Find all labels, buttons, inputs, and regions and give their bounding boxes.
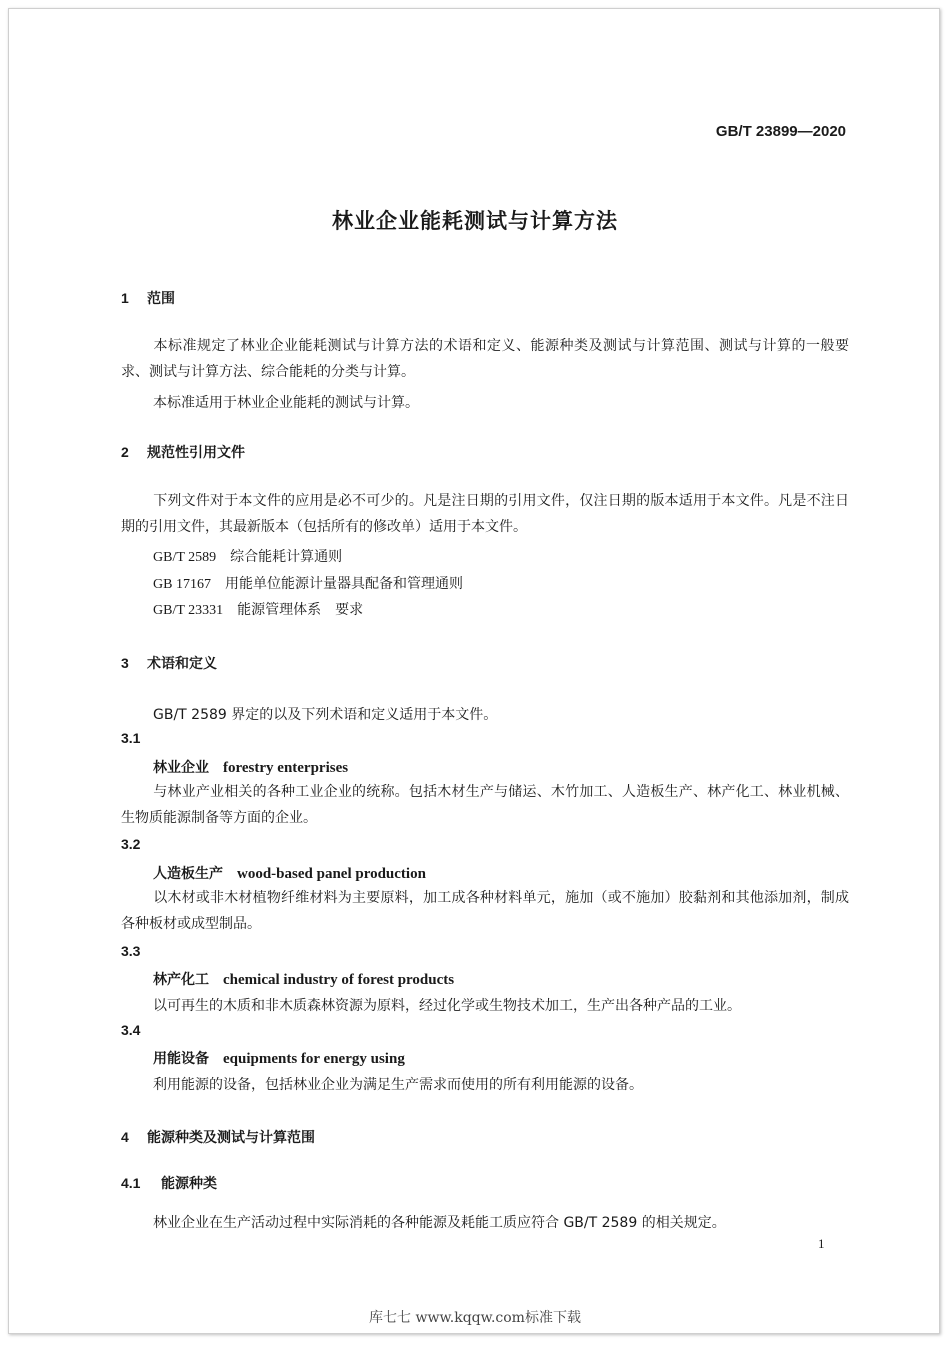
- term-zh: 人造板生产: [153, 866, 223, 882]
- term-zh: 林产化工: [153, 972, 209, 988]
- section-title: 术语和定义: [147, 656, 217, 672]
- watermark-text: 库七七 www.kqqw.com标准下载: [369, 1310, 581, 1326]
- section-number: 4: [121, 1129, 129, 1145]
- reference-code: GB/T 2589: [153, 550, 217, 565]
- reference-item: [153, 573, 463, 593]
- section-2-heading: [121, 442, 245, 462]
- document-title: 林业企业能耗测试与计算方法: [332, 209, 618, 233]
- clause-number: 3.2: [121, 836, 141, 852]
- definition-text: 以木材或非木材植物纤维材料为主要原料，加工成各种材料单元，施加（或不施加）胶黏剂和其他添加剂，制成各种板材或成型制品。: [121, 890, 849, 932]
- clause-number: 3.1: [121, 730, 141, 746]
- term-zh: 林业企业: [153, 760, 209, 776]
- reference-item: [153, 546, 342, 566]
- term-entry: [153, 757, 348, 777]
- reference-item: [153, 599, 363, 619]
- section-number: 3: [121, 655, 129, 671]
- reference-code: GB/T 23331: [153, 603, 224, 618]
- section-1-heading: [121, 288, 175, 308]
- paragraph-text: 本标准规定了林业企业能耗测试与计算方法的术语和定义、能源种类及测试与计算范围、测试与计算的一般要求、测试与计算方法、综合能耗的分类与计算。: [121, 338, 849, 380]
- section-title: 范围: [147, 291, 175, 307]
- reference-title: 能源管理体系 要求: [237, 602, 364, 618]
- definition-text: 与林业产业相关的各种工业企业的统称。包括木材生产与储运、木竹加工、人造板生产、林产化工、林业机械、生物质能源制备等方面的企业。: [121, 784, 849, 826]
- section-number: 1: [121, 290, 129, 306]
- term-definition: 以可再生的木质和非木质森林资源为原料，经过化学或生物技术加工，生产出各种产品的工业。: [153, 998, 741, 1014]
- term-definition: [121, 779, 849, 831]
- subsection-4-1-paragraph: 林业企业在生产活动过程中实际消耗的各种能源及耗能工质应符合 GB/T 2589 的相关规定。: [153, 1215, 726, 1231]
- term-zh: 用能设备: [153, 1051, 209, 1067]
- term-entry: [153, 1048, 405, 1068]
- term-en: wood-based panel production: [237, 866, 426, 882]
- term-en: chemical industry of forest products: [223, 972, 455, 988]
- section-number: 2: [121, 444, 129, 460]
- section-3-intro: GB/T 2589 界定的以及下列术语和定义适用于本文件。: [153, 707, 498, 723]
- clause-number: 3.3: [121, 943, 141, 959]
- reference-title: 综合能耗计算通则: [230, 549, 343, 565]
- term-definition: [121, 885, 849, 937]
- section-title: 规范性引用文件: [147, 445, 245, 461]
- term-definition: 利用能源的设备，包括林业企业为满足生产需求而使用的所有利用能源的设备。: [153, 1077, 643, 1093]
- subsection-title: 能源种类: [161, 1176, 217, 1192]
- reference-title: 用能单位能源计量器具配备和管理通则: [224, 576, 463, 592]
- section-1-paragraph-1: [121, 333, 849, 385]
- subsection-number: 4.1: [121, 1175, 141, 1191]
- section-title: 能源种类及测试与计算范围: [147, 1130, 315, 1146]
- standard-code: GB/T 23899—2020: [715, 123, 846, 140]
- term-en: equipments for energy using: [223, 1051, 405, 1067]
- section-4-heading: [121, 1127, 315, 1147]
- paragraph-text: 下列文件对于本文件的应用是必不可少的。凡是注日期的引用文件，仅注日期的版本适用于本文件。凡是不注日期的引用文件，其最新版本（包括所有的修改单）适用于本文件。: [121, 493, 849, 535]
- reference-code: GB 17167: [153, 577, 211, 592]
- section-2-paragraph-1: [121, 488, 849, 540]
- clause-number: 3.4: [121, 1022, 141, 1038]
- page-number: 1: [818, 1236, 825, 1251]
- section-1-paragraph-2: 本标准适用于林业企业能耗的测试与计算。: [153, 395, 419, 411]
- term-entry: [153, 969, 454, 989]
- term-entry: [153, 863, 426, 883]
- section-3-heading: [121, 653, 217, 673]
- subsection-4-1-heading: [121, 1173, 217, 1193]
- term-en: forestry enterprises: [223, 760, 349, 776]
